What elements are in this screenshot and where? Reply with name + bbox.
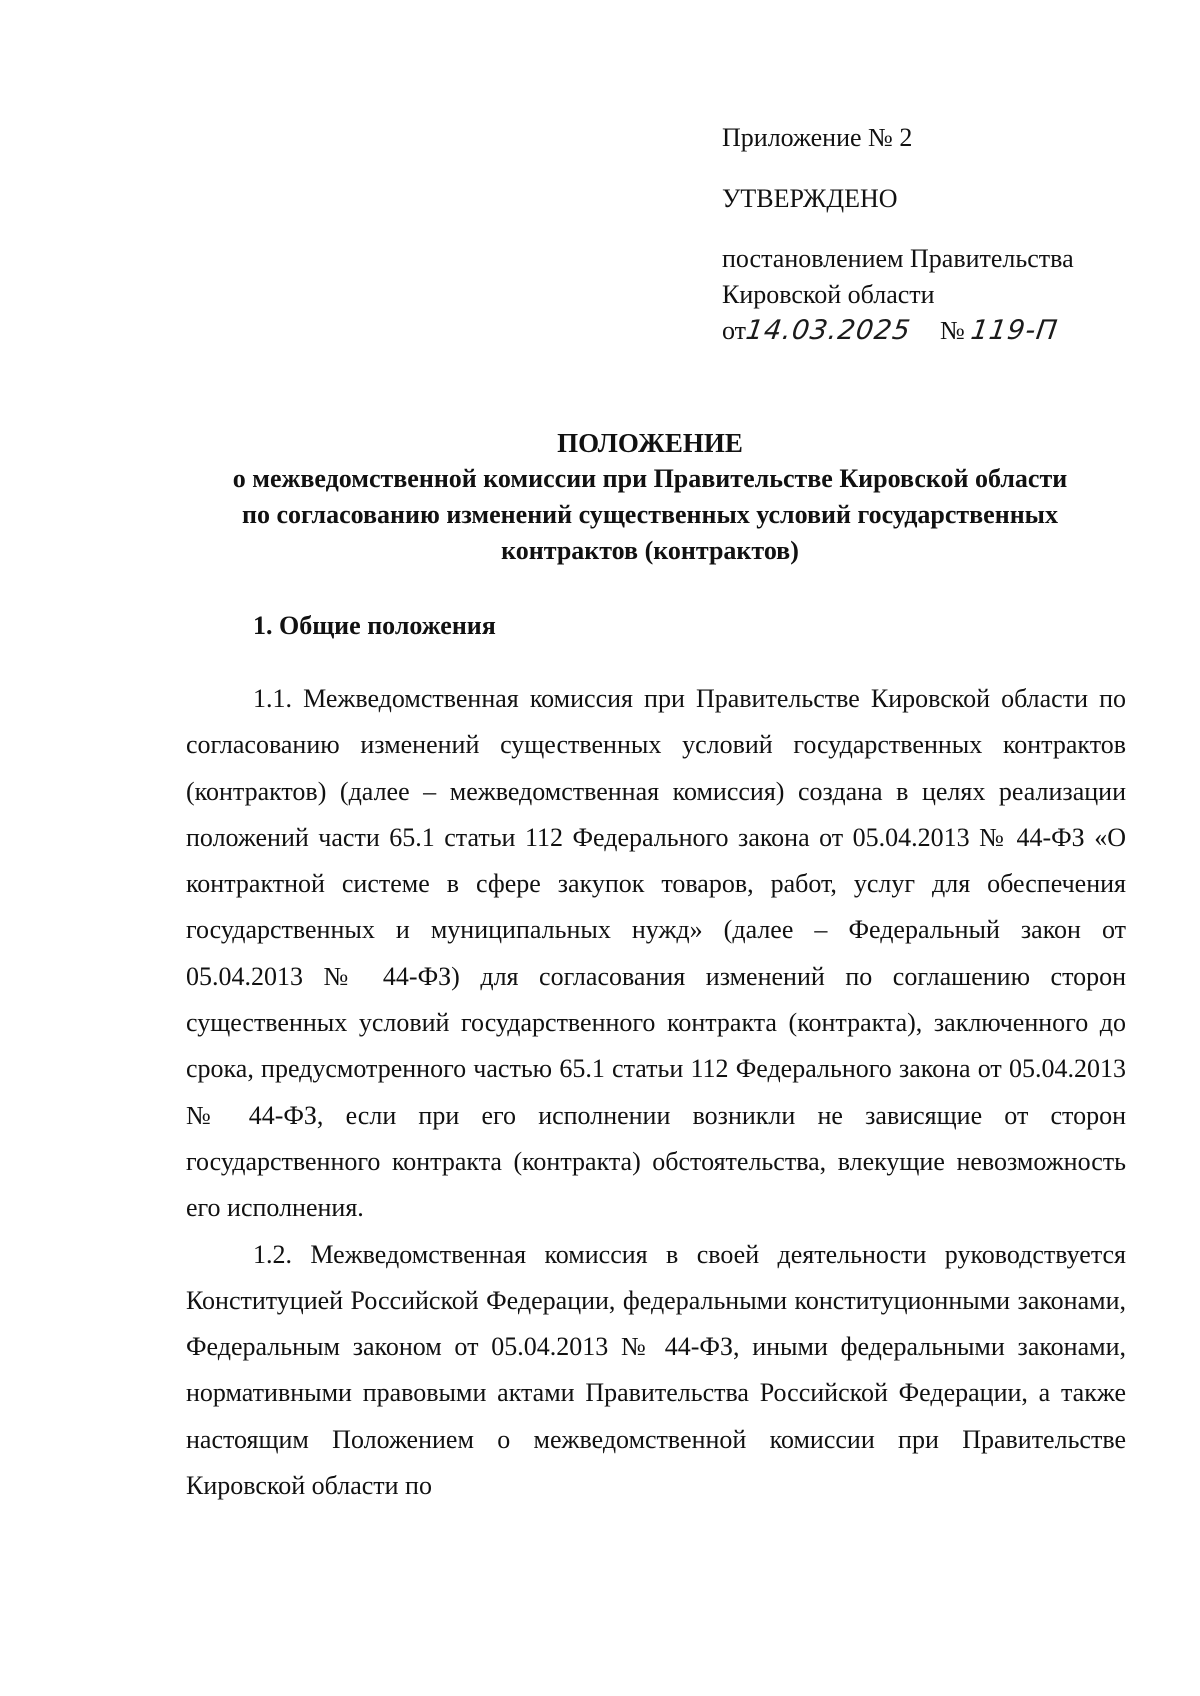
paragraph-1-2: 1.2. Межведомственная комиссия в своей деятельности руководствуется Конституцией Российской Федерации, федеральными конституционными законами, Федеральным законом от 05.04.2013 № 44-ФЗ, иными федеральными законами, нормативными правовыми актами Правительства Российской Федерации, а также настоящим Положением о межведомственной комиссии при Правительстве Кировской области по [186,1239,1126,1501]
approval-header [722,120,1142,349]
title-line-3: контрактов (контрактов) [501,536,799,565]
number-prefix: № [940,316,965,345]
appendix-label: Приложение № 2 [722,123,913,152]
decree-line-1: постановлением Правительства [722,244,1074,273]
title-line-1: о межведомственной комиссии при Правительстве Кировской области [232,464,1068,493]
decree-line-2: Кировской области [722,280,935,309]
title-main: ПОЛОЖЕНИЕ [557,428,743,458]
decree-date-number [722,313,1142,349]
section-heading: 1. Общие положения [253,611,496,640]
date-prefix: от [722,316,747,345]
document-title [180,425,1120,569]
body-text [186,676,1126,1509]
paragraph-1-1: 1.1. Межведомственная комиссия при Правительстве Кировской области по согласованию изменений существенных условий государственных контрактов (контрактов) (далее – межведомственная комиссия) создана в целях реализации положений части 65.1 статьи 112 Федерального закона от 05.04.2013 № 44-ФЗ «О контрактной системе в сфере закупок товаров, работ, услуг для обеспечения государственных и муниципальных нужд» (далее – Федеральный закон от 05.04.2013 № 44-ФЗ) для согласования изменений по соглашению сторон существенных условий государственного контракта (контракта), заключенного до срока, предусмотренного частью 65.1 статьи 112 Федерального закона от 05.04.2013 № 44-ФЗ, если при его исполнении возникли не зависящие от сторон государственного контракта (контракта) обстоятельства, влекущие невозможность его исполнения. [186,684,1126,1223]
title-line-2: по согласованию изменений существенных условий государственных [242,500,1058,529]
handwritten-date: 14.03.2025 [743,315,913,346]
handwritten-number: 119-П [969,315,1061,346]
approved-label: УТВЕРЖДЕНО [722,184,898,213]
